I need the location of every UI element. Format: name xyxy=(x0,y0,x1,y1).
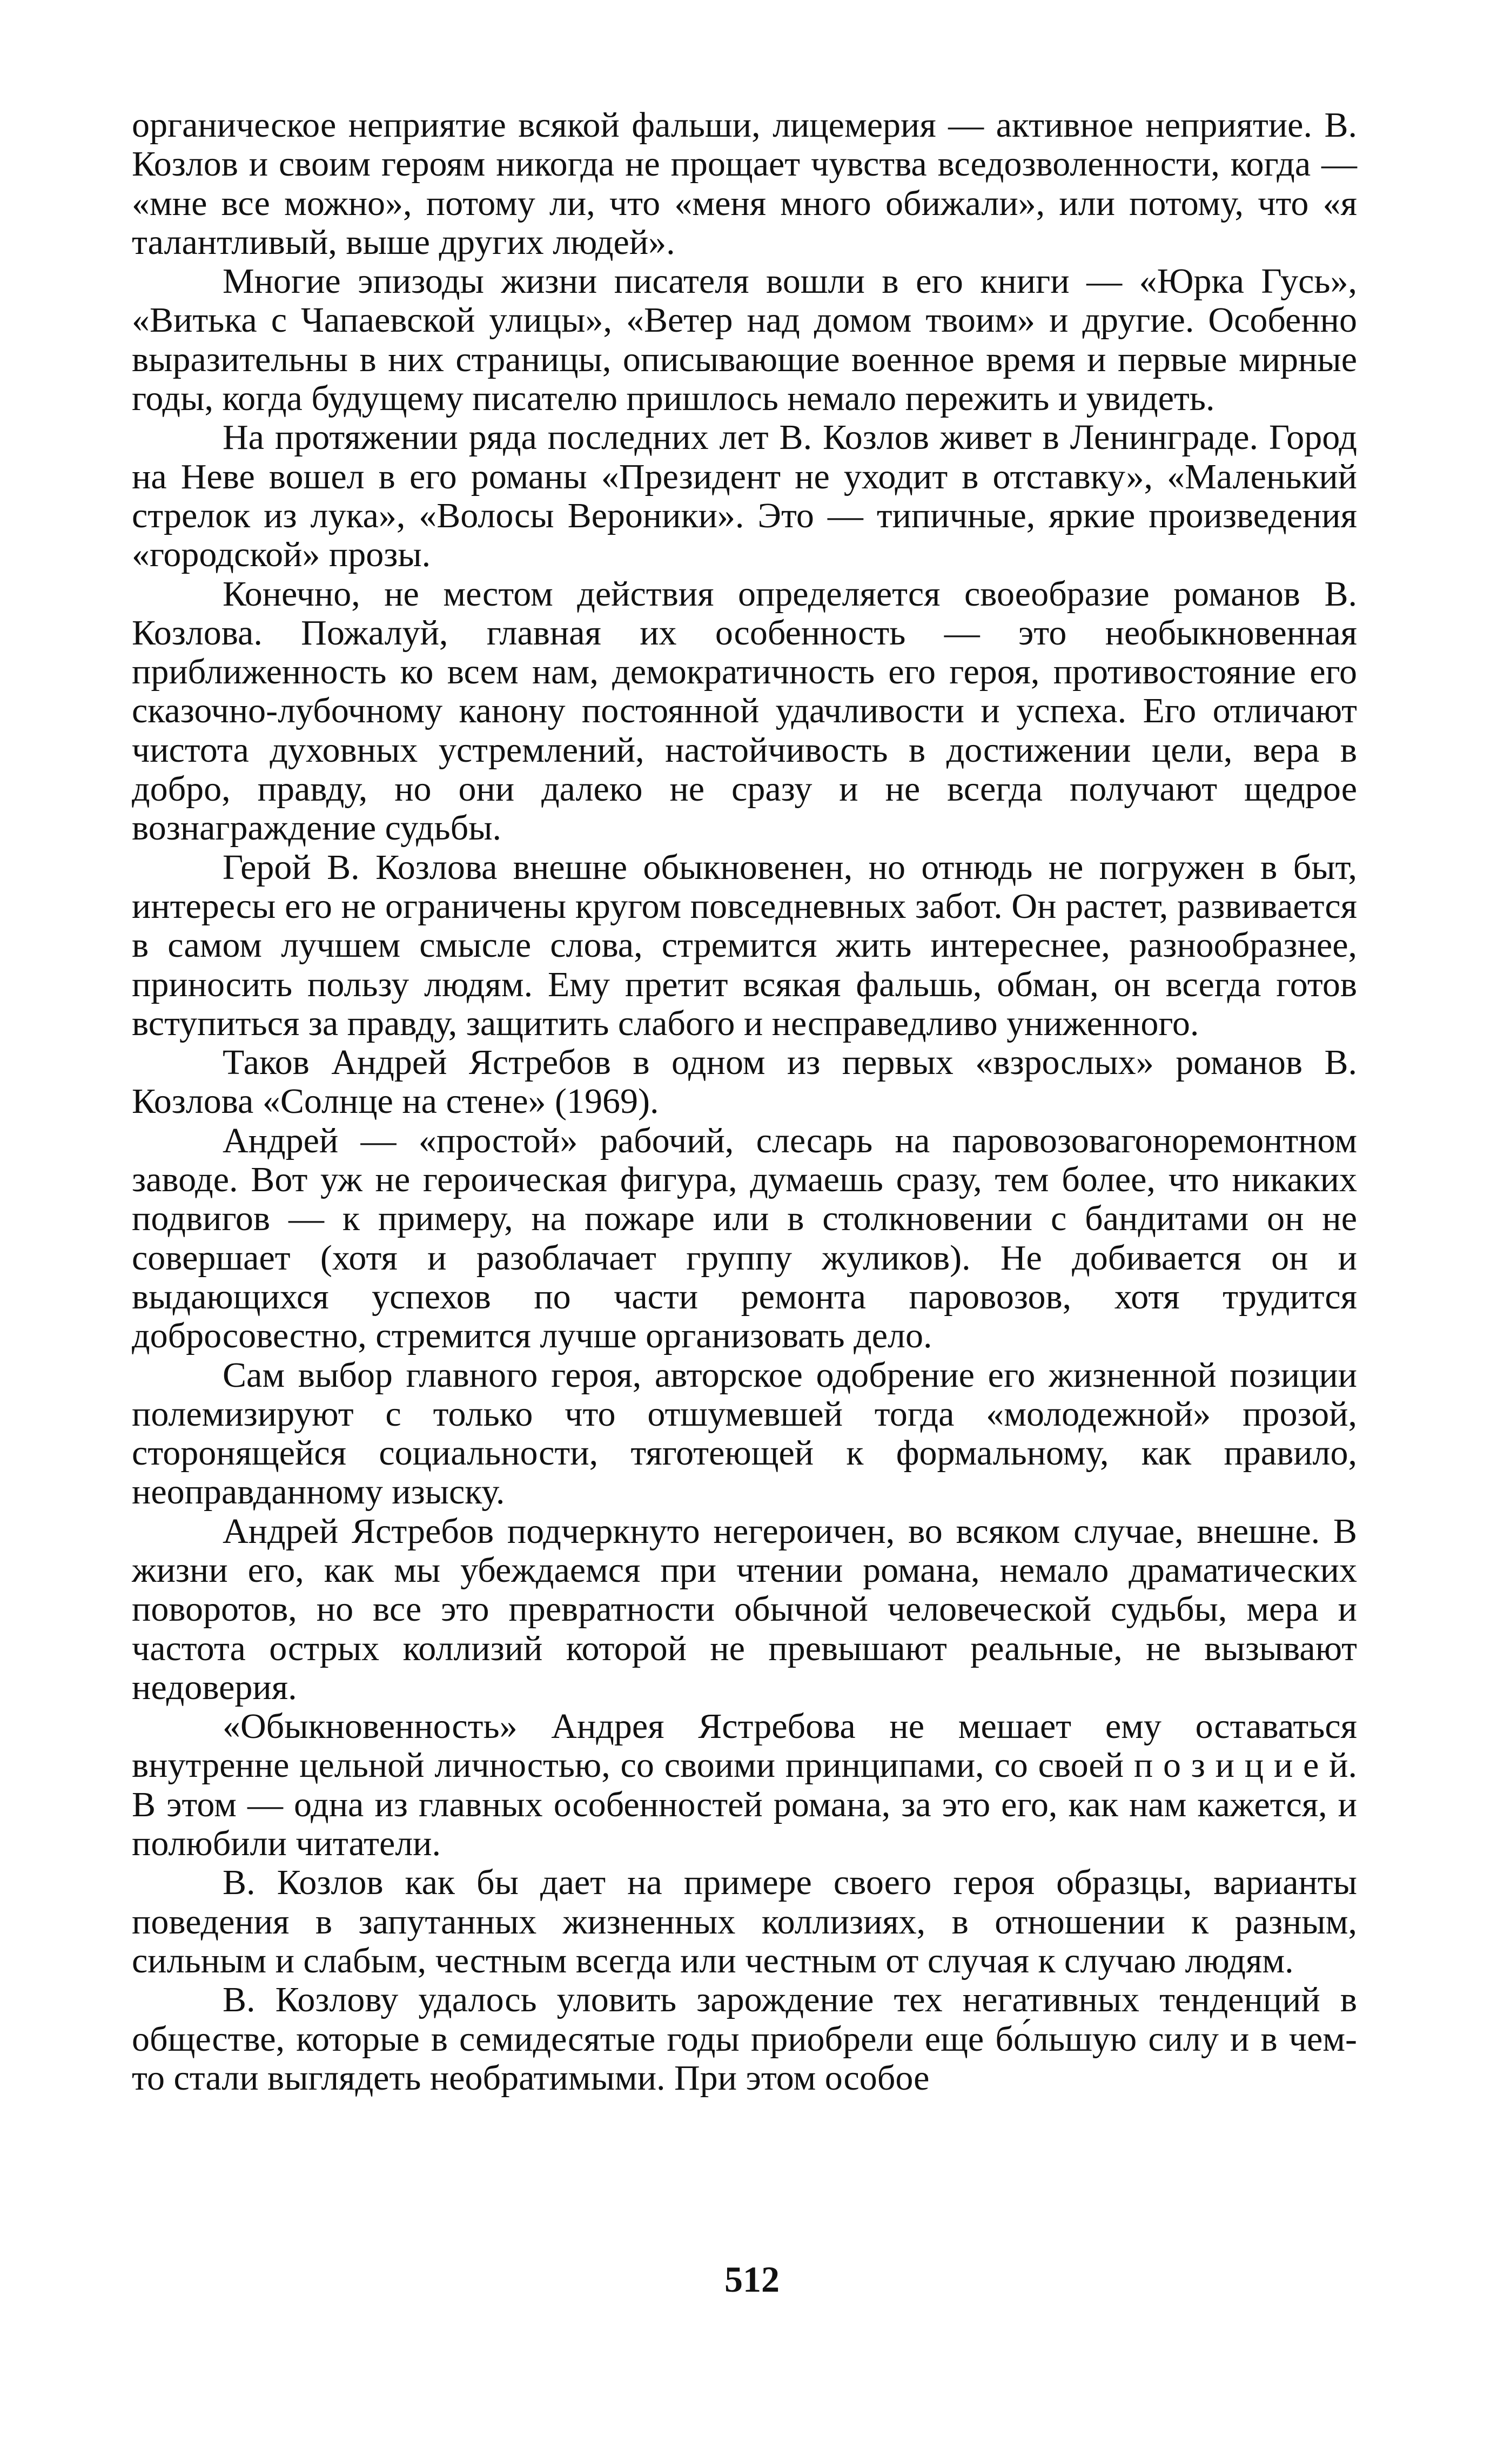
paragraph-1: органическое неприятие всякой фальши, лицемерия — активное неприятие. В. Козлов и своим героям никогда не прощает чувства вседозволенности, когда — «мне все можно», потому ли, что «меня много обижали», или потому, что «я талантливый, выше других людей». xyxy=(132,105,1357,262)
paragraph-12: В. Козлову удалось уловить зарождение тех негативных тенденций в обществе, которые в семидесятые годы приобрели еще бо́льшую силу и в чем-то стали выглядеть необратимыми. При этом особое xyxy=(132,1980,1357,2098)
paragraph-6: Таков Андрей Ястребов в одном из первых «взрослых» романов В. Козлова «Солнце на стене» (1969). xyxy=(132,1043,1357,1122)
paragraph-9: Андрей Ястребов подчеркнуто негероичен, во всяком случае, внешне. В жизни его, как мы убеждаемся при чтении романа, немало драматических поворотов, но все это превратности обычной человеческой судьбы, мера и частота острых коллизий которой не превышают реальные, не вызывают недоверия. xyxy=(132,1511,1357,1707)
paragraph-8: Сам выбор главного героя, авторское одобрение его жизненной позиции полемизируют с только что отшумевшей тогда «молодежной» прозой, сторонящейся социальности, тяготеющей к формальному, как правило, неоправданному изыску. xyxy=(132,1355,1357,1512)
paragraph-10: «Обыкновенность» Андрея Ястребова не мешает ему оставаться внутренне цельной личностью, со своими принципами, со своей п о з и ц и е й. В этом — одна из главных особенностей романа, за это его, как нам кажется, и полюбили читатели. xyxy=(132,1707,1357,1864)
paragraph-2: Многие эпизоды жизни писателя вошли в его книги — «Юрка Гусь», «Витька с Чапаевской улицы», «Ветер над домом твоим» и другие. Особенно выразительны в них страницы, описывающие военное время и первые мирные годы, когда будущему писателю пришлось немало пережить и увидеть. xyxy=(132,261,1357,419)
paragraph-11: В. Козлов как бы дает на примере своего героя образцы, варианты поведения в запутанных жизненных коллизиях, в отношении к разным, сильным и слабым, честным всегда или честным от случая к случаю людям. xyxy=(132,1863,1357,1980)
paragraph-5: Герой В. Козлова внешне обыкновенен, но отнюдь не погружен в быт, интересы его не ограничены кругом повседневных забот. Он растет, развивается в самом лучшем смысле слова, стремится жить интереснее, разнообразнее, приносить пользу людям. Ему претит всякая фальшь, обман, он всегда готов вступиться за правду, защитить слабого и несправедливо униженного. xyxy=(132,847,1357,1043)
paragraph-3: На протяжении ряда последних лет В. Козлов живет в Ленинграде. Город на Неве вошел в его романы «Президент не уходит в отставку», «Маленький стрелок из лука», «Волосы Вероники». Это — типичные, яркие произведения «городской» прозы. xyxy=(132,418,1357,575)
page-number: 512 xyxy=(724,2259,780,2300)
paragraph-4: Конечно, не местом действия определяется своеобразие романов В. Козлова. Пожалуй, главная их особенность — это необыкновенная приближенность ко всем нам, демократичность его героя, противостояние его сказочно-лубочному канону постоянной удачливости и успеха. Его отличают чистота духовных устремлений, настойчивость в достижении цели, вера в добро, правду, но они далеко не сразу и не всегда получают щедрое вознаграждение судьбы. xyxy=(132,574,1357,848)
body-text xyxy=(132,106,1357,2098)
paragraph-7: Андрей — «простой» рабочий, слесарь на паровозовагоноремонтном заводе. Вот уж не героическая фигура, думаешь сразу, тем более, что никаких подвигов — к примеру, на пожаре или в столкновении с бандитами он не совершает (хотя и разоблачает группу жуликов). Не добивается он и выдающихся успехов по части ремонта паровозов, хотя трудится добросовестно, стремится лучше организовать дело. xyxy=(132,1120,1357,1356)
